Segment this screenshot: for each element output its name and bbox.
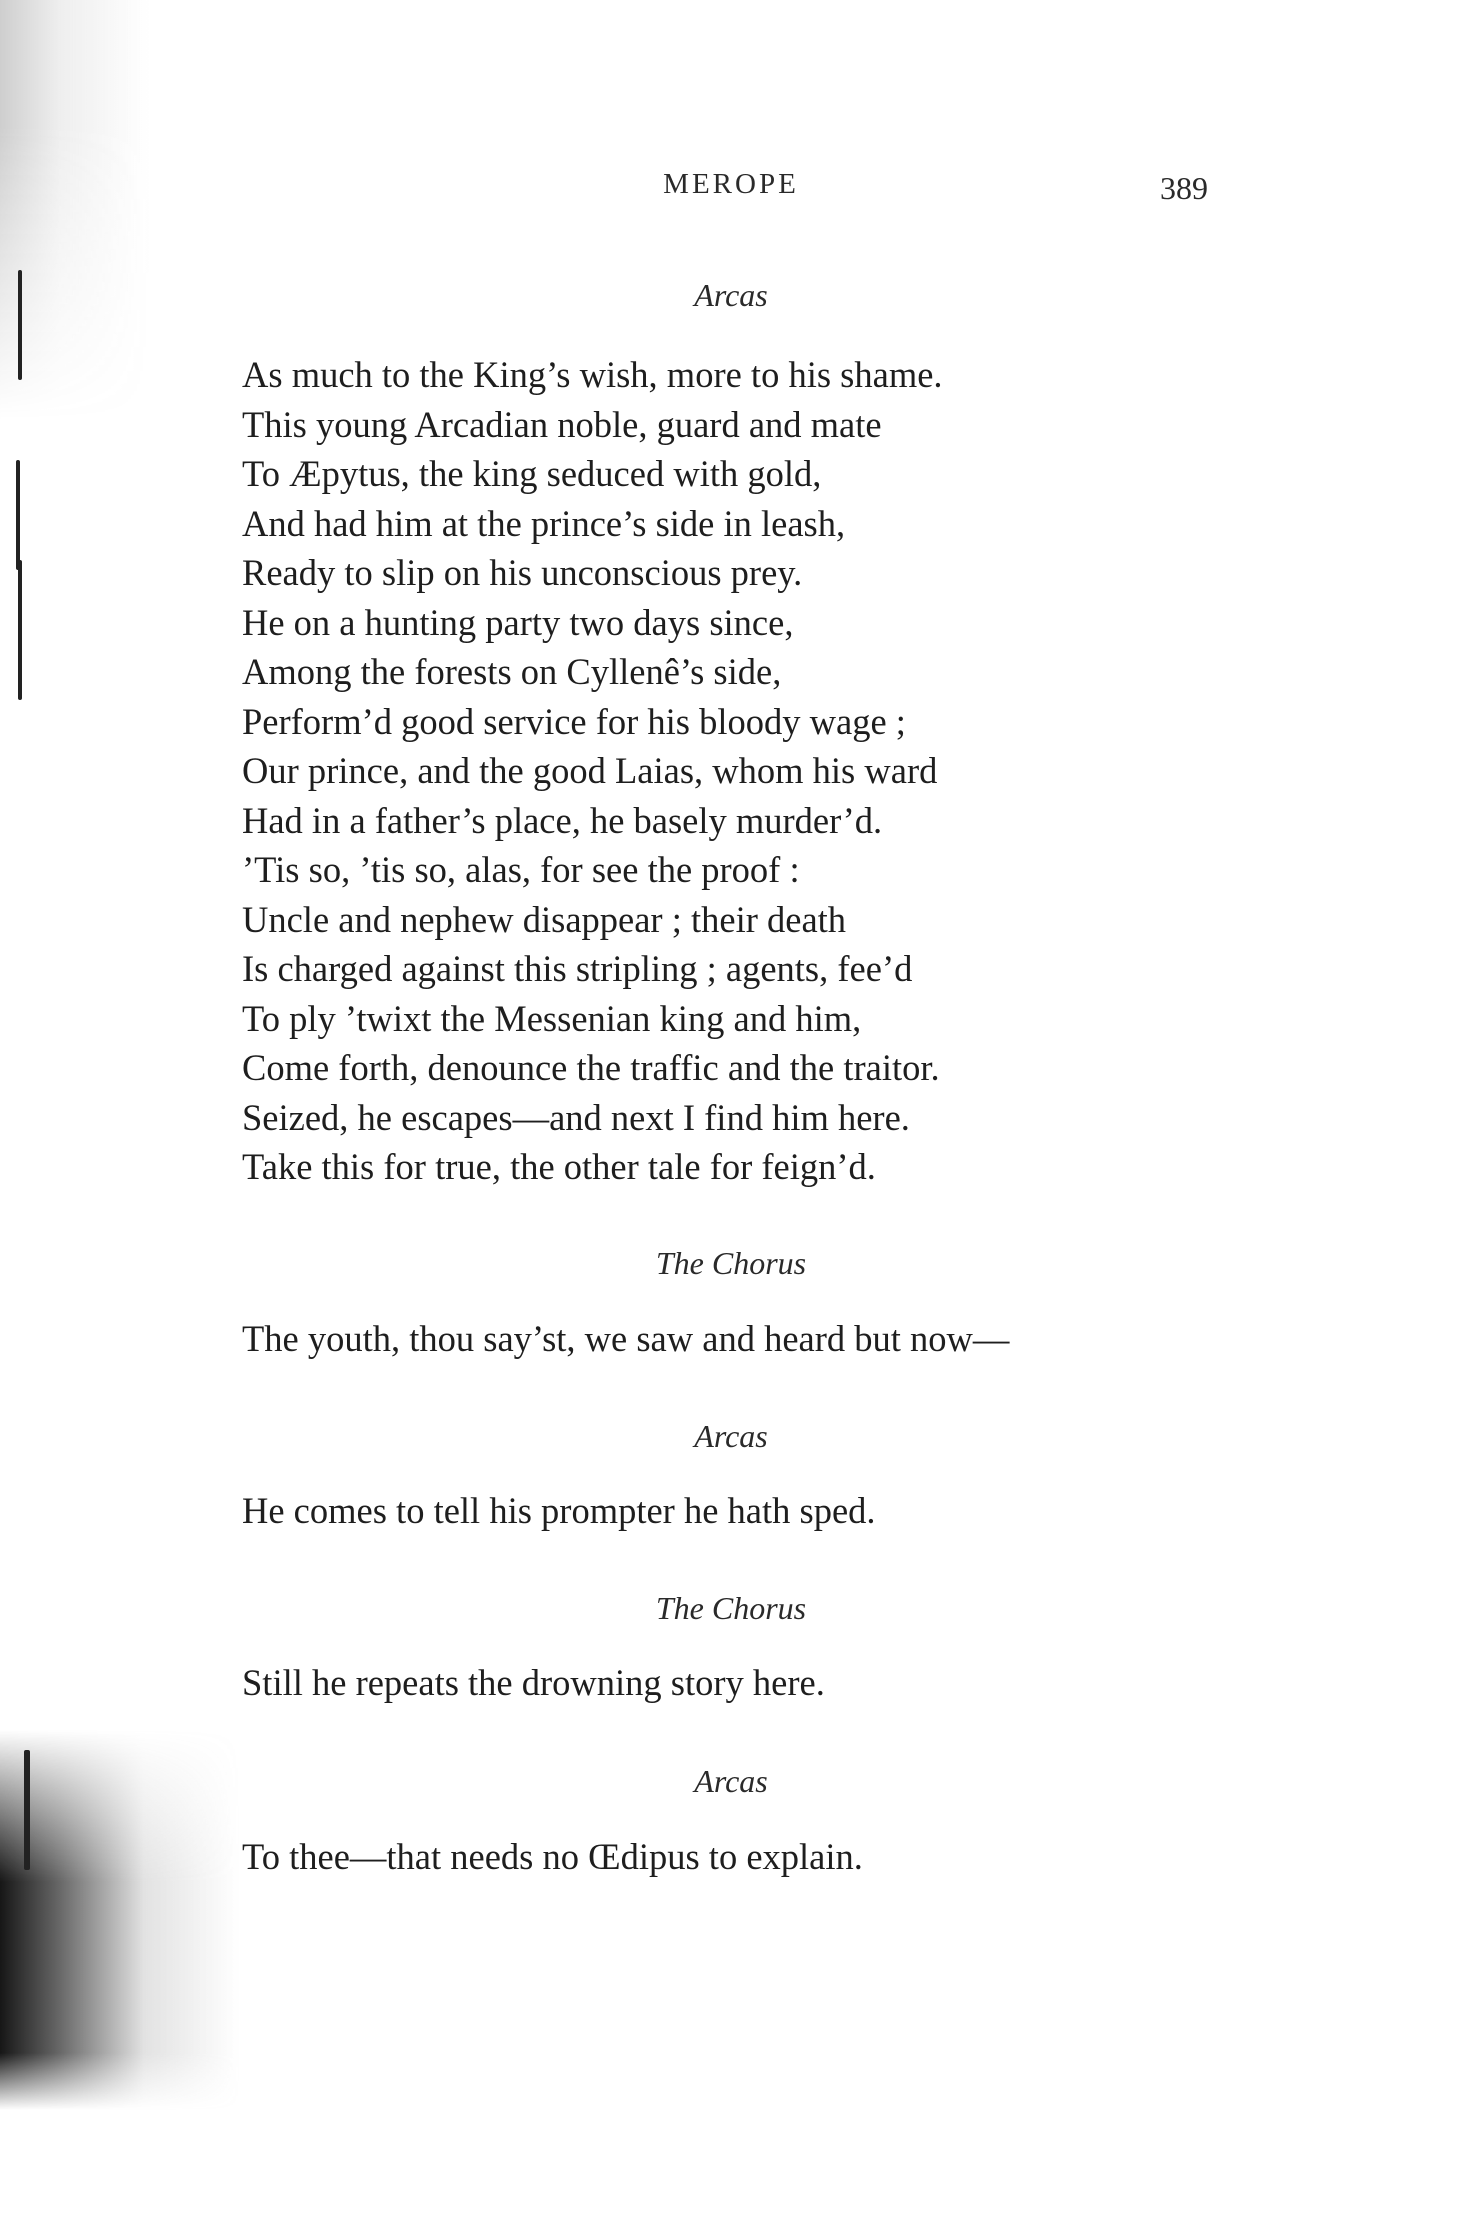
verse-line: ’Tis so, ’tis so, alas, for see the proof : <box>242 849 800 890</box>
verse-line: Among the forests on Cyllenê’s side, <box>242 651 782 692</box>
verse-line: To ply ’twixt the Messenian king and him, <box>242 997 862 1039</box>
verse-line: To thee—that needs no Œdipus to explain. <box>242 1836 863 1877</box>
verse-block-chorus-2 <box>242 1658 825 1708</box>
verse-block-arcas-2 <box>242 1486 876 1536</box>
speaker-heading-chorus: The Chorus <box>655 1590 807 1626</box>
verse-line: Had in a father’s place, he basely murder’d. <box>242 799 883 841</box>
verse-line: As much to the King’s wish, more to his shame. <box>242 354 943 395</box>
verse-line: The youth, thou say’st, we saw and heard but now— <box>242 1318 1010 1359</box>
verse-line: And had him at the prince’s side in leash, <box>242 502 846 544</box>
verse-line: Seized, he escapes—and next I find him here. <box>242 1096 910 1138</box>
speaker-heading-arcas: Arcas <box>694 1418 768 1454</box>
speaker-heading-arcas: Arcas <box>694 1763 768 1799</box>
verse-line: Uncle and nephew disappear ; their death <box>242 898 847 940</box>
running-head-title: MEROPE <box>663 168 799 200</box>
verse-line: Is charged against this stripling ; agents, fee’d <box>242 948 913 989</box>
speaker-heading-chorus: The Chorus <box>655 1245 807 1281</box>
verse-line: Still he repeats the drowning story here. <box>242 1662 825 1703</box>
scan-edge-mark <box>18 560 22 700</box>
scan-edge-shadow-top <box>0 0 150 420</box>
verse-line: This young Arcadian noble, guard and mate <box>242 403 882 445</box>
page-number: 389 <box>1160 170 1208 206</box>
verse-line: Take this for true, the other tale for feign’d. <box>242 1146 876 1187</box>
verse-line: To Æpytus, the king seduced with gold, <box>242 453 822 494</box>
verse-line: Our prince, and the good Laias, whom his ward <box>242 750 938 791</box>
verse-line: He on a hunting party two days since, <box>242 601 794 643</box>
verse-block-arcas-1 <box>242 350 943 1192</box>
verse-line: Come forth, denounce the traffic and the traitor. <box>242 1047 940 1088</box>
verse-line: Ready to slip on his unconscious prey. <box>242 552 803 593</box>
verse-block-chorus-1 <box>242 1314 1009 1364</box>
scan-edge-mark <box>16 460 20 570</box>
verse-line: Perform’d good service for his bloody wage ; <box>242 700 906 742</box>
verse-block-arcas-3 <box>242 1832 863 1882</box>
speaker-heading-arcas: Arcas <box>694 277 768 313</box>
verse-line: He comes to tell his prompter he hath sped. <box>242 1490 876 1531</box>
